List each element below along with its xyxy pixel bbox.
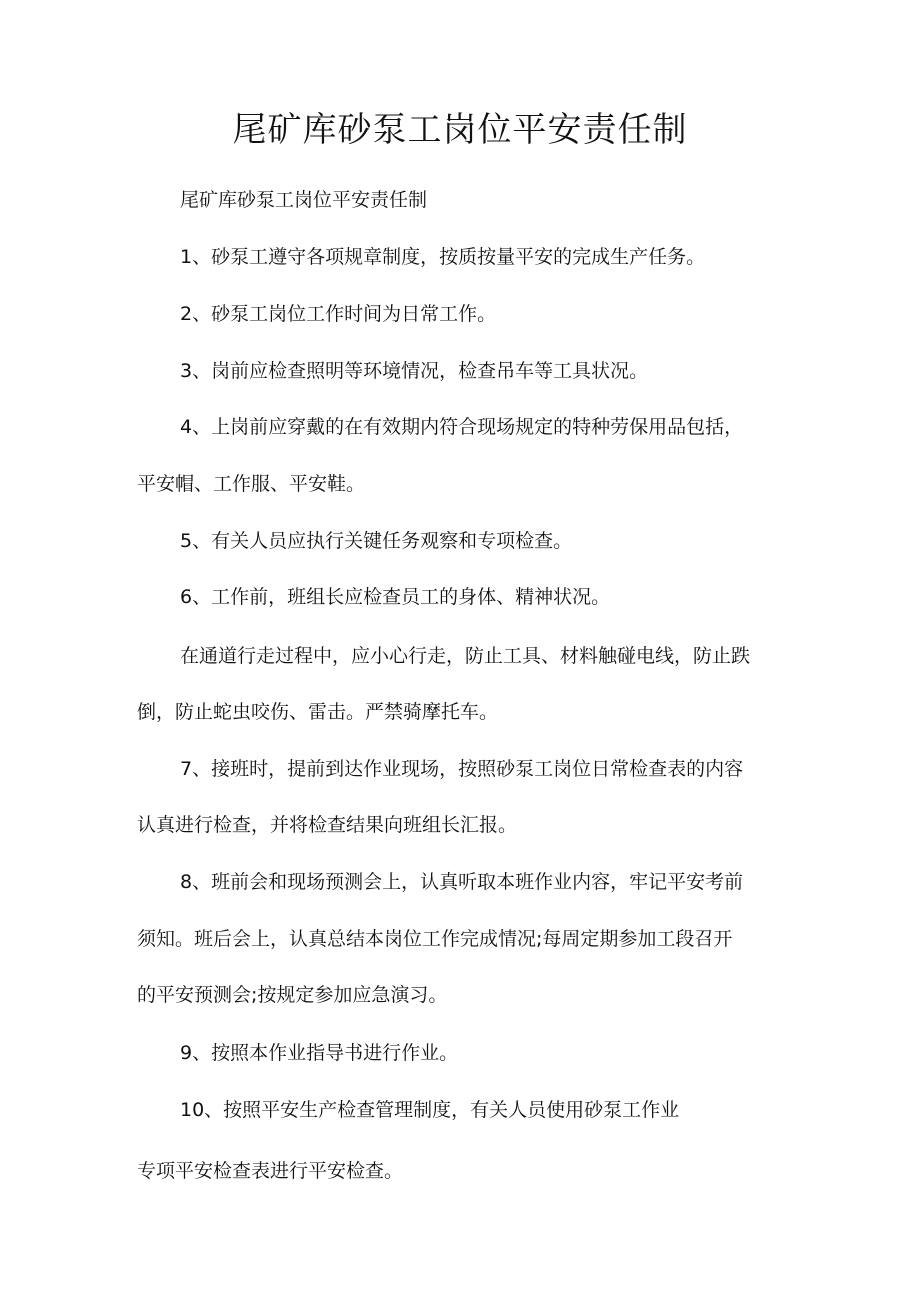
- document-subtitle: 尾矿库砂泵工岗位平安责任制: [180, 189, 428, 211]
- paragraph-line: 10、按照平安生产检查管理制度，有关人员使用砂泵工作业: [180, 1099, 680, 1121]
- paragraph-line: 专项平安检查表进行平安检查。: [137, 1160, 404, 1182]
- paragraph-line: 认真进行检查，并将检查结果向班组长汇报。: [137, 814, 518, 836]
- document-title: 尾矿库砂泵工岗位平安责任制: [232, 110, 688, 150]
- paragraph-line: 7、接班时，提前到达作业现场，按照砂泵工岗位日常检查表的内容: [180, 758, 744, 780]
- paragraph-line: 在通道行走过程中，应小心行走，防止工具、材料触碰电线，防止跌: [180, 645, 751, 667]
- paragraph-line: 的平安预测会;按规定参加应急演习。: [137, 984, 448, 1006]
- paragraph-line: 2、砂泵工岗位工作时间为日常工作。: [180, 303, 497, 325]
- paragraph-line: 须知。班后会上，认真总结本岗位工作完成情况;每周定期参加工段召开: [137, 928, 733, 950]
- paragraph-line: 4、上岗前应穿戴的在有效期内符合现场规定的特种劳保用品包括，: [180, 416, 744, 438]
- paragraph-line: 平安帽、工作服、平安鞋。: [137, 473, 366, 495]
- paragraph-line: 5、有关人员应执行关键任务观察和专项检查。: [180, 530, 573, 552]
- paragraph-line: 6、工作前，班组长应检查员工的身体、精神状况。: [180, 586, 611, 608]
- paragraph-line: 1、砂泵工遵守各项规章制度，按质按量平安的完成生产任务。: [180, 246, 706, 268]
- paragraph-line: 8、班前会和现场预测会上，认真听取本班作业内容，牢记平安考前: [180, 871, 744, 893]
- paragraph-line: 3、岗前应检查照明等环境情况，检查吊车等工具状况。: [180, 360, 649, 382]
- paragraph-line: 9、按照本作业指导书进行作业。: [180, 1042, 459, 1064]
- paragraph-line: 倒，防止蛇虫咬伤、雷击。严禁骑摩托车。: [137, 701, 499, 723]
